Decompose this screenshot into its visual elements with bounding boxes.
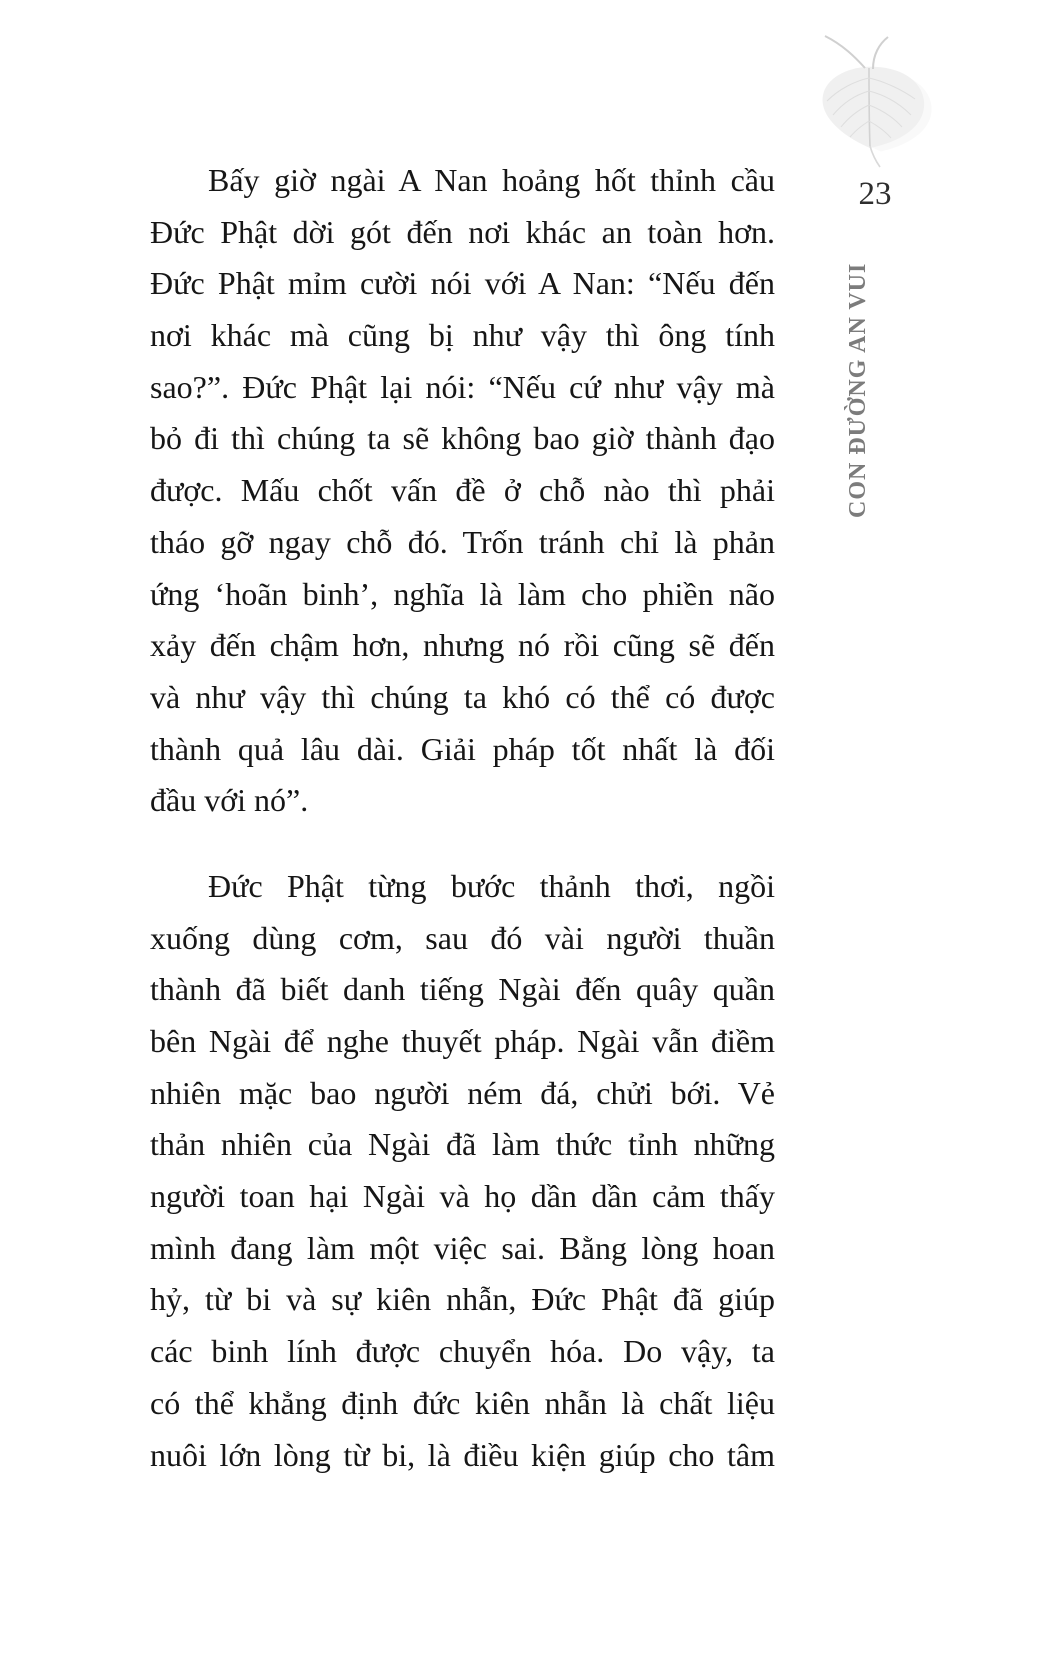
text-line: nuôi lớn lòng từ bi, là điều kiện giúp cho tâm <box>150 1436 775 1473</box>
text-line: mình đang làm một việc sai. Bằng lòng hoan <box>150 1229 775 1266</box>
text-line: đầu với nó”. <box>150 782 309 819</box>
paragraph <box>150 861 775 1481</box>
text-line: bỏ đi thì chúng ta sẽ không bao giờ thành đạo <box>150 420 775 457</box>
text-line: nơi khác mà cũng bị như vậy thì ông tính <box>150 317 775 354</box>
text-line: và như vậy thì chúng ta khó có thể có được <box>150 678 775 715</box>
text-line: Đức Phật từng bước thảnh thơi, ngồi <box>208 867 775 904</box>
text-line: sao?”. Đức Phật lại nói: “Nếu cứ như vậy mà <box>150 368 775 405</box>
text-line: bên Ngài để nghe thuyết pháp. Ngài vẫn điềm <box>150 1023 775 1059</box>
text-line: xảy đến chậm hơn, nhưng nó rồi cũng sẽ đến <box>150 627 775 664</box>
text-line: thành quả lâu dài. Giải pháp tốt nhất là đối <box>150 730 775 767</box>
text-line: có thể khẳng định đức kiên nhẫn là chất liệu <box>150 1384 775 1421</box>
text-line: các binh lính được chuyển hóa. Do vậy, ta <box>150 1333 775 1370</box>
text-line: Đức Phật dời gót đến nơi khác an toàn hơn. <box>150 213 775 250</box>
text-line: nhiên mặc bao người ném đá, chửi bới. Vẻ <box>150 1074 775 1111</box>
bodhi-leaf-watermark-icon <box>803 33 955 185</box>
text-line: được. Mấu chốt vấn đề ở chỗ nào thì phải <box>150 472 775 509</box>
paragraph <box>150 155 775 827</box>
text-line: tháo gỡ ngay chỗ đó. Trốn tránh chỉ là phản <box>150 523 775 560</box>
text-line: hỷ, từ bi và sự kiên nhẫn, Đức Phật đã giúp <box>150 1281 775 1318</box>
text-line: Bấy giờ ngài A Nan hoảng hốt thỉnh cầu <box>208 162 775 198</box>
page-number: 23 <box>858 176 892 212</box>
text-line: người toan hại Ngài và họ dần dần cảm thấy <box>150 1178 775 1215</box>
running-title: CON ĐƯỜNG AN VUI <box>845 262 871 518</box>
text-line: thành đã biết danh tiếng Ngài đến quây quần <box>150 971 775 1008</box>
text-line: ứng ‘hoãn binh’, nghĩa là làm cho phiền não <box>150 575 775 612</box>
text-line: xuống dùng cơm, sau đó vài người thuần <box>150 919 775 956</box>
body-text <box>150 155 775 1481</box>
text-line: Đức Phật mỉm cười nói với A Nan: “Nếu đến <box>150 265 775 302</box>
text-line: thản nhiên của Ngài đã làm thức tỉnh những <box>150 1126 775 1163</box>
